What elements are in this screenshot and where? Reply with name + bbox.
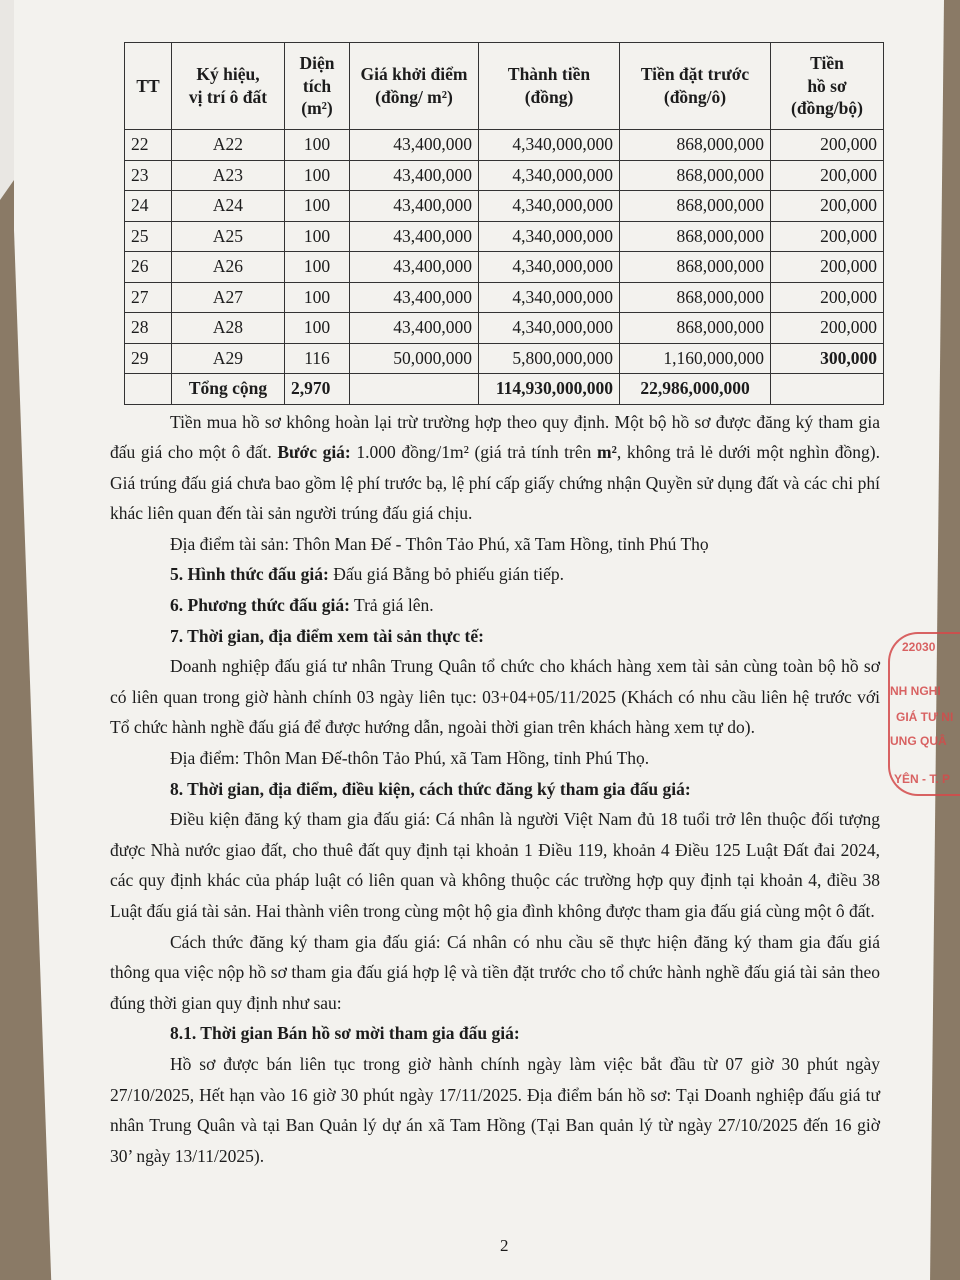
cell-tt: 23	[125, 160, 172, 191]
stamp-text: GIÁ TƯ NI	[896, 710, 954, 724]
cell-ky-hieu: A27	[172, 282, 285, 313]
cell-dien-tich: 100	[285, 221, 350, 252]
section-7-heading: 7. Thời gian, địa điểm xem tài sản thực tế:	[170, 625, 484, 646]
stamp-text: NH NGHI	[890, 684, 941, 698]
cell-dien-tich: 100	[285, 160, 350, 191]
cell-tien-ho-so: 200,000	[771, 313, 884, 344]
col-header-tien-dat-truoc: Tiền đặt trước (đồng/ô)	[620, 43, 771, 130]
paragraph-ban-ho-so: Hồ sơ được bán liên tục trong giờ hành chính ngày làm việc bắt đầu từ 07 giờ 30 phút ngày 27/10/2025, Hết hạn vào 16 giờ 30 phút ngày 17/11/2025. Địa điểm bán hồ sơ: Tại Doanh nghiệp đấu giá tư nhân Trung Quân và tại Ban Quản lý dự án xã Tam Hồng (Tại Ban quản lý từ ngày 27/10/2025 đến 16 giờ 30’ ngày 13/11/2025).	[110, 1053, 880, 1166]
total-tien-dat-truoc: 22,986,000,000	[620, 374, 771, 405]
paragraph-dieu-kien: Điều kiện đăng ký tham gia đấu giá: Cá nhân là người Việt Nam đủ 18 tuổi trở lên thuộc đối tượng được Nhà nước giao đất, cho thuê đất quy định tại khoản 1 Điều 119, khoản 4 Điều 125 Luật Đất đai 2024, các quy định khác của pháp luật có liên quan và không thuộc các trường hợp quy định tại khoản 4, điều 38 Luật đấu giá tài sản. Hai thành viên trong cùng một hộ gia đình không được tham gia đấu giá cùng một ô đất.	[110, 809, 880, 921]
stamp-text: YÊN - T. P	[894, 772, 951, 786]
table-header-row	[125, 43, 884, 130]
cell-dien-tich: 100	[285, 191, 350, 222]
auction-lots-table	[124, 42, 884, 405]
cell-tien-dat-truoc: 868,000,000	[620, 221, 771, 252]
cell-empty	[350, 374, 479, 405]
col-header-tien-ho-so: Tiền hồ sơ (đồng/bộ)	[771, 43, 884, 130]
page-number: 2	[500, 1236, 509, 1255]
table-row	[125, 282, 884, 313]
cell-dien-tich: 100	[285, 313, 350, 344]
buoc-gia-label: Bước giá:	[277, 442, 351, 463]
col-header-ky-hieu: Ký hiệu, vị trí ô đất	[172, 43, 285, 130]
cell-ky-hieu: A25	[172, 221, 285, 252]
section-5	[110, 559, 880, 590]
cell-thanh-tien: 5,800,000,000	[479, 343, 620, 374]
cell-thanh-tien: 4,340,000,000	[479, 252, 620, 283]
cell-tien-dat-truoc: 868,000,000	[620, 313, 771, 344]
cell-dien-tich: 116	[285, 343, 350, 374]
paragraph-dia-diem-tai-san: Địa điểm tài sản: Thôn Man Đế - Thôn Tảo Phú, xã Tam Hồng, tỉnh Phú Thọ	[170, 533, 709, 554]
cell-tt: 29	[125, 343, 172, 374]
cell-tien-dat-truoc: 1,160,000,000	[620, 343, 771, 374]
table-row	[125, 343, 884, 374]
cell-tt: 27	[125, 282, 172, 313]
text-span: Tiền mua hồ sơ không hoàn lại trừ trường hợp theo quy định. Một bộ hồ sơ được đăng ký tham gia đấu giá cho một ô đất.	[110, 411, 880, 463]
cell-thanh-tien: 4,340,000,000	[479, 313, 620, 344]
total-label: Tổng cộng	[172, 374, 285, 405]
red-seal-stamp	[888, 632, 960, 796]
cell-thanh-tien: 4,340,000,000	[479, 221, 620, 252]
cell-tien-ho-so: 200,000	[771, 252, 884, 283]
text-span: , không trả lẻ dưới một nghìn đồng). Giá trúng đấu giá chưa bao gồm lệ phí trước bạ, lệ phí cấp giấy chứng nhận Quyền sử dụng đất và các chi phí khác liên quan đến tài sản người trúng đấu giá chịu.	[110, 442, 880, 524]
cell-tt: 28	[125, 313, 172, 344]
col-header-tt: TT	[125, 43, 172, 130]
cell-thanh-tien: 4,340,000,000	[479, 191, 620, 222]
cell-dien-tich: 100	[285, 252, 350, 283]
table-row	[125, 221, 884, 252]
cell-tt: 22	[125, 130, 172, 161]
table-row	[125, 160, 884, 191]
cell-empty	[771, 374, 884, 405]
paragraph-dia-diem-xem: Địa điểm: Thôn Man Đế-thôn Tảo Phú, xã Tam Hồng, tỉnh Phú Thọ.	[170, 748, 650, 769]
table-row	[125, 252, 884, 283]
cell-tien-dat-truoc: 868,000,000	[620, 130, 771, 161]
cell-tien-dat-truoc: 868,000,000	[620, 282, 771, 313]
cell-ky-hieu: A24	[172, 191, 285, 222]
cell-gia: 43,400,000	[350, 130, 479, 161]
cell-tt: 24	[125, 191, 172, 222]
table-row	[125, 191, 884, 222]
cell-tien-ho-so: 300,000	[771, 343, 884, 374]
cell-dien-tich: 100	[285, 282, 350, 313]
cell-tien-dat-truoc: 868,000,000	[620, 160, 771, 191]
paragraph-cach-thuc: Cách thức đăng ký tham gia đấu giá: Cá nhân có nhu cầu sẽ thực hiện đăng ký tham gia đấu giá thông qua việc nộp hồ sơ tham gia đấu giá hợp lệ và tiền đặt trước cho tổ chức hành nghề đấu giá tài sản theo đúng thời gian quy định như sau:	[110, 931, 880, 1013]
cell-gia: 43,400,000	[350, 221, 479, 252]
cell-tien-dat-truoc: 868,000,000	[620, 252, 771, 283]
cell-tt: 26	[125, 252, 172, 283]
section-text: Đấu giá Bằng bỏ phiếu gián tiếp.	[328, 564, 565, 585]
cell-tien-ho-so: 200,000	[771, 282, 884, 313]
cell-empty	[125, 374, 172, 405]
section-6	[110, 590, 880, 621]
cell-thanh-tien: 4,340,000,000	[479, 282, 620, 313]
table-row	[125, 130, 884, 161]
section-8-1-heading: 8.1. Thời gian Bán hồ sơ mời tham gia đấu giá:	[170, 1023, 520, 1044]
section-heading: 6. Phương thức đấu giá:	[170, 595, 350, 616]
col-header-thanh-tien: Thành tiền (đồng)	[479, 43, 620, 130]
document-content	[110, 42, 880, 1171]
cell-ky-hieu: A29	[172, 343, 285, 374]
col-header-dien-tich: Diện tích (m²)	[285, 43, 350, 130]
section-8-heading: 8. Thời gian, địa điểm, điều kiện, cách thức đăng ký tham gia đấu giá:	[170, 778, 691, 799]
text-span: 1.000 đồng/1m² (giá trả tính trên	[350, 442, 597, 463]
cell-gia: 50,000,000	[350, 343, 479, 374]
table-row	[125, 313, 884, 344]
cell-thanh-tien: 4,340,000,000	[479, 160, 620, 191]
cell-tien-ho-so: 200,000	[771, 130, 884, 161]
cell-gia: 43,400,000	[350, 252, 479, 283]
stamp-text: UNG QUÂ	[890, 734, 947, 748]
cell-gia: 43,400,000	[350, 191, 479, 222]
paragraph-ho-so-rules	[110, 407, 880, 529]
total-dien-tich: 2,970	[285, 374, 350, 405]
section-heading: 5. Hình thức đấu giá:	[170, 564, 329, 585]
section-text: Trả giá lên.	[349, 595, 434, 616]
cell-tt: 25	[125, 221, 172, 252]
cell-tien-ho-so: 200,000	[771, 160, 884, 191]
unit-m2: m²	[597, 442, 617, 463]
cell-thanh-tien: 4,340,000,000	[479, 130, 620, 161]
cell-ky-hieu: A23	[172, 160, 285, 191]
cell-gia: 43,400,000	[350, 160, 479, 191]
cell-ky-hieu: A22	[172, 130, 285, 161]
cell-dien-tich: 100	[285, 130, 350, 161]
cell-ky-hieu: A28	[172, 313, 285, 344]
cell-ky-hieu: A26	[172, 252, 285, 283]
cell-gia: 43,400,000	[350, 282, 479, 313]
cell-gia: 43,400,000	[350, 313, 479, 344]
cell-tien-ho-so: 200,000	[771, 221, 884, 252]
cell-tien-ho-so: 200,000	[771, 191, 884, 222]
table-total-row	[125, 374, 884, 405]
paragraph-xem-tai-san: Doanh nghiệp đấu giá tư nhân Trung Quân tổ chức cho khách hàng xem tài sản cùng toàn bộ hồ sơ có liên quan trong giờ hành chính 03 ngày liên tục: 03+04+05/11/2025 (Khách có nhu cầu liên hệ trước với Tổ chức hành nghề đấu giá để được hướng dẫn, ngoài thời gian trên khách hàng xem tự do).	[110, 656, 880, 738]
cell-tien-dat-truoc: 868,000,000	[620, 191, 771, 222]
total-thanh-tien: 114,930,000,000	[479, 374, 620, 405]
stamp-text: 22030	[902, 640, 936, 654]
col-header-gia-khoi-diem: Giá khởi điểm (đồng/ m²)	[350, 43, 479, 130]
